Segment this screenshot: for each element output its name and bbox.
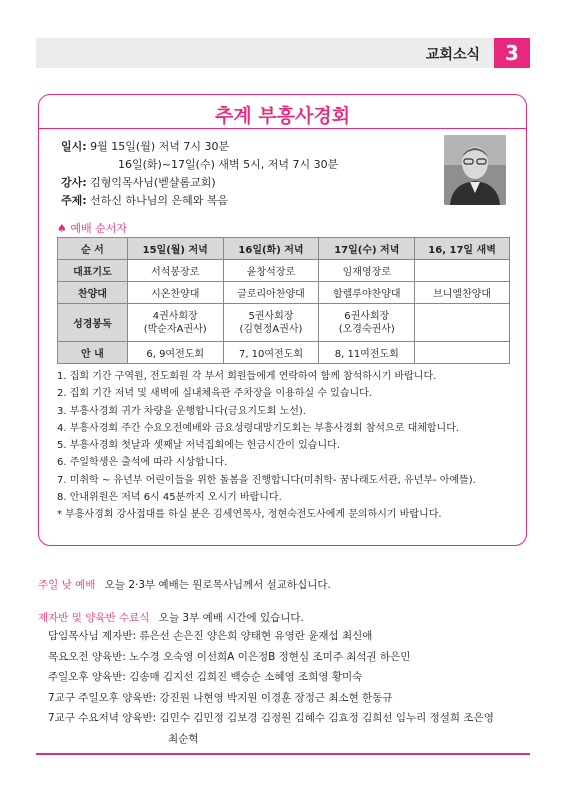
graduates-line: 목요오전 양육반: 노수경 오숙영 이선희A 이은정B 정현심 조미주 최석권 하은민 <box>48 650 411 663</box>
graduation-text: 오늘 3부 예배 시간에 있습니다. <box>158 612 304 624</box>
table-cell: 할렐루야찬양대 <box>319 282 415 304</box>
speaker-label: 강사: <box>61 176 87 189</box>
theme-line <box>61 192 228 208</box>
graduates-line: 7교구 수요저녁 양육반: 김민수 김민정 김보경 김정원 김혜수 김효정 김희선 임누리 정설희 조은영 <box>48 712 494 725</box>
date-line-1 <box>61 138 229 154</box>
section-header <box>36 38 530 68</box>
date-value-1: 9월 15일(월) 저녁 7시 30분 <box>90 140 230 153</box>
title-divider <box>39 128 526 129</box>
revival-meeting-box <box>38 94 527 546</box>
table-row <box>58 282 510 304</box>
note-item: 8. 안내위원은 저녁 6시 45분까지 오시기 바랍니다. <box>57 492 282 504</box>
column-header: 17일(수) 저녁 <box>319 238 415 260</box>
table-cell: 브니엘찬양대 <box>415 282 510 304</box>
note-item: 1. 집회 기간 구역원, 전도회원 각 부서 회원들에게 연락하여 함께 참석하시기 바랍니다. <box>57 371 437 382</box>
table-cell: 4권사회장 (박순자A권사) <box>127 304 223 342</box>
table-cell: 7, 10여전도회 <box>223 342 319 364</box>
table-header-row <box>58 238 510 260</box>
table-cell: 임재영장로 <box>319 260 415 282</box>
graduates-line: 7교구 주일오후 양육반: 강진원 나현영 박지원 이경훈 장정근 최소현 한동규 <box>48 691 393 704</box>
notes-list <box>57 368 476 524</box>
date-line-2 <box>118 156 338 172</box>
table-cell: 6권사회장 (오경숙권사) <box>319 304 415 342</box>
graduation-notice <box>38 610 304 625</box>
table-cell: 시온찬양대 <box>127 282 223 304</box>
graduation-label: 제자반 및 양육반 수료식 <box>38 612 150 624</box>
row-header: 성경봉독 <box>58 304 128 342</box>
date-label: 일시: <box>61 140 87 153</box>
table-cell <box>415 342 510 364</box>
graduates-line: 담임목사님 제자반: 류은선 손은진 양은희 양태현 유영란 윤재섭 최신애 <box>48 630 373 642</box>
graduates-line: 주일오후 양육반: 김송매 김지선 김희진 백승순 소혜영 조희영 황미숙 <box>48 671 363 684</box>
row-header: 대표기도 <box>58 260 128 282</box>
speaker-value: 김형익목사님(벧샬롬교회) <box>90 176 216 189</box>
note-item: 7. 미취학 ~ 유년부 어린이들을 위한 돌봄을 진행합니다(미취학- 꿈나래도서관, 유년부- 아예뜰). <box>57 474 476 486</box>
worship-order-table <box>57 237 510 364</box>
theme-label: 주제: <box>61 194 87 207</box>
theme-value: 선하신 하나님의 은혜와 복음 <box>90 194 229 207</box>
column-header: 순 서 <box>58 238 128 260</box>
note-item: 4. 부흥사경회 주간 수요오전예배와 금요성령대망기도회는 부흥사경회 참석으로 대체합니다. <box>57 422 460 434</box>
table-row <box>58 260 510 282</box>
table-cell: 윤창석장로 <box>223 260 319 282</box>
note-item: 5. 부흥사경회 첫날과 셋째날 저녁집회에는 헌금시간이 있습니다. <box>57 440 340 452</box>
column-header: 16, 17일 새벽 <box>415 238 510 260</box>
row-header: 찬양대 <box>58 282 128 304</box>
column-header: 15일(월) 저녁 <box>127 238 223 260</box>
table-cell <box>415 304 510 342</box>
speaker-photo <box>444 135 506 205</box>
table-cell <box>415 260 510 282</box>
table-cell: 6, 9여전도회 <box>127 342 223 364</box>
sunday-worship-label: 주일 낮 예배 <box>38 579 96 591</box>
table-cell: 글로리아찬양대 <box>223 282 319 304</box>
note-item: * 부흥사경회 강사접대를 하실 분은 김세연목사, 정현숙전도사에게 문의하시기 바랍니다. <box>57 509 442 521</box>
note-item: 6. 주일학생은 출석에 따라 시상합니다. <box>57 457 228 469</box>
date-value-2: 16일(화)~17일(수) 새벽 5시, 저녁 7시 30분 <box>118 158 339 171</box>
event-title: 추계 부흥사경회 <box>214 105 351 127</box>
table-cell: 8, 11여전도회 <box>319 342 415 364</box>
graduates-line: 최순혁 <box>168 732 199 745</box>
table-cell: 5권사회장 (김현정A권사) <box>223 304 319 342</box>
page-number: 3 <box>494 38 530 68</box>
table-row <box>58 342 510 364</box>
section-title: 교회소식 <box>425 47 480 63</box>
row-header: 안 내 <box>58 342 128 364</box>
table-cell: 서석봉장로 <box>127 260 223 282</box>
sunday-worship-text: 오늘 2·3부 예배는 원로목사님께서 설교하십니다. <box>104 579 331 591</box>
speaker-portrait-icon <box>444 135 506 205</box>
note-item: 3. 부흥사경회 귀가 차량을 운행합니다(금요기도회 노선). <box>57 405 306 417</box>
note-item: 2. 집회 기간 저녁 및 새벽에 실내체육관 주차장을 이용하실 수 있습니다. <box>57 388 372 400</box>
sunday-worship-notice <box>38 577 331 592</box>
graduates-list <box>48 626 494 750</box>
table-row <box>58 304 510 342</box>
bottom-divider <box>36 753 530 755</box>
order-section-title: ♠ 예배 순서자 <box>57 222 127 235</box>
column-header: 16일(화) 저녁 <box>223 238 319 260</box>
speaker-line <box>61 174 216 190</box>
